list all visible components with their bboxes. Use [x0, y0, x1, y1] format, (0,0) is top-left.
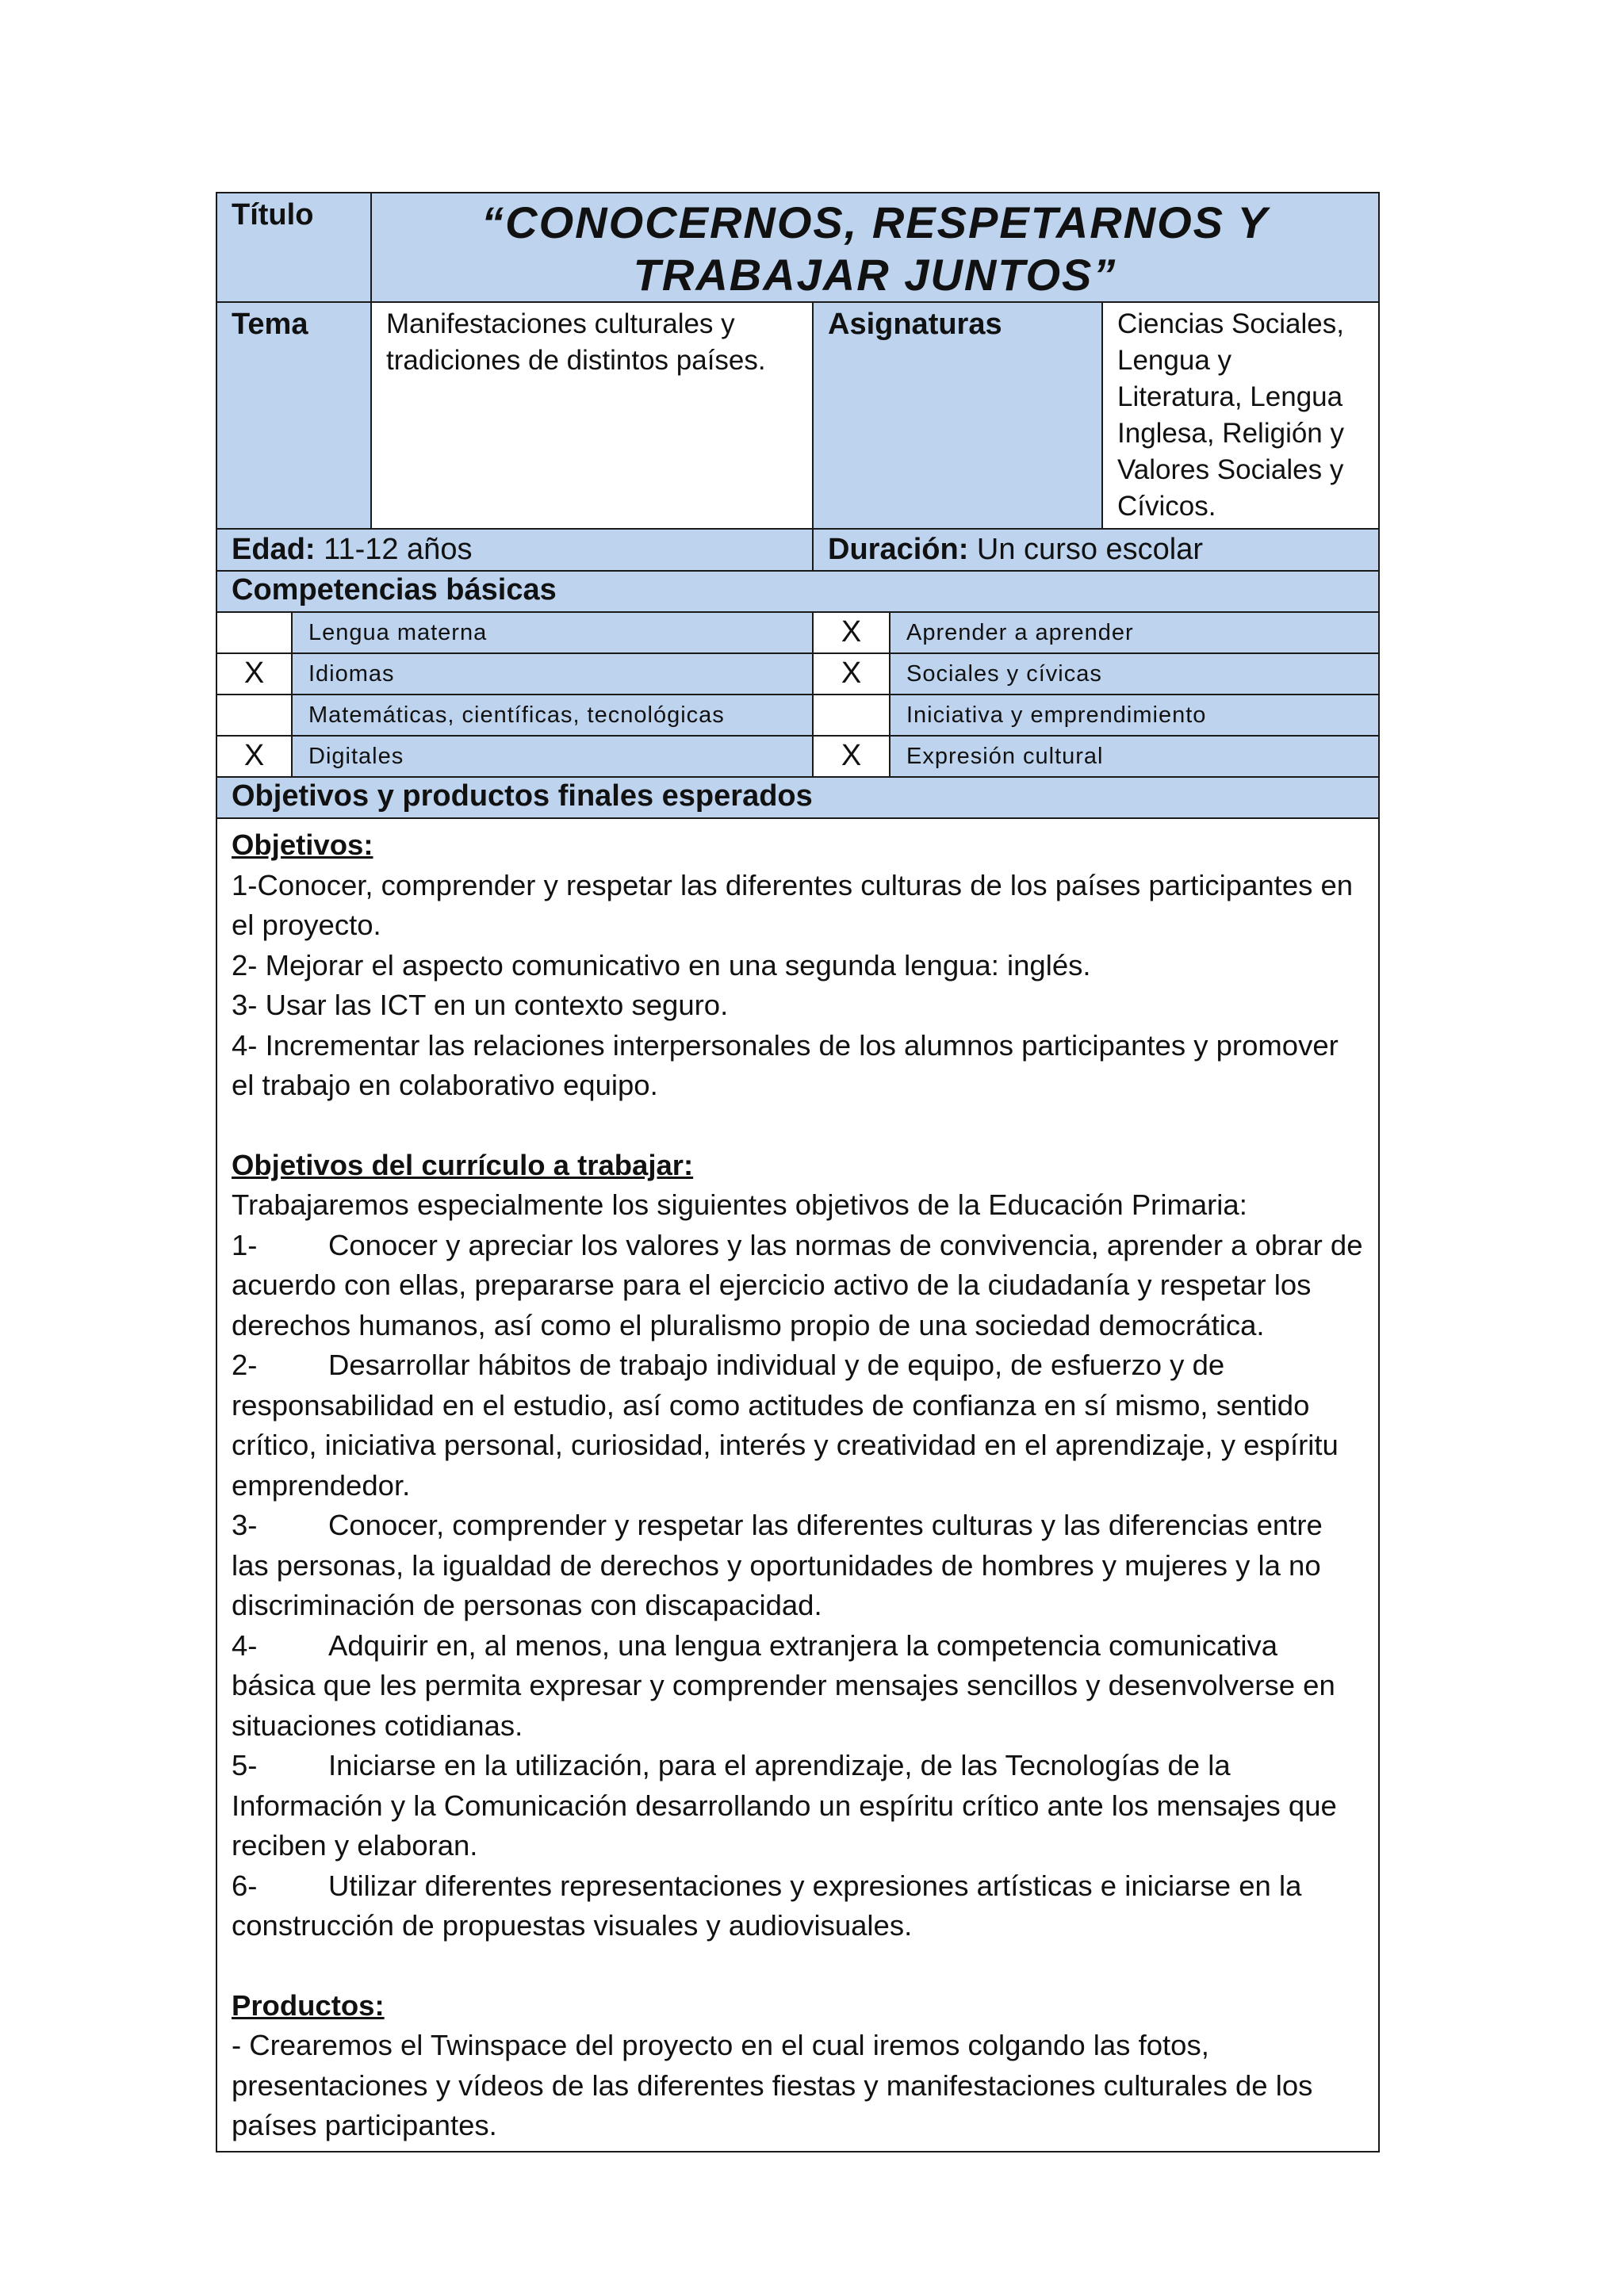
objetivo-item: 3- Usar las ICT en un contexto seguro. [232, 989, 729, 1021]
competencia-mark: X [813, 653, 890, 695]
curriculo-text: Adquirir en, al menos, una lengua extranjera la competencia comunicativa básica que les permita expresar y comprender mensajes sencillos y desenvolverse en situaciones cotidianas. [232, 1628, 1335, 1742]
curriculo-text: Desarrollar hábitos de trabajo individual y de equipo, de esfuerzo y de responsabilidad en el estudio, así como actitudes de confianza en sí mismo, sentido crítico, iniciativa personal, curiosidad, interés y creatividad en el aprendizaje, y espíritu emprendedor. [232, 1349, 1339, 1502]
tema-label: Tema [216, 302, 371, 529]
title-line-2: TRABAJAR JUNTOS” [633, 250, 1117, 300]
curriculo-text: Conocer, comprender y respetar las diferentes culturas y las diferencias entre las personas, la igualdad de derechos y oportunidades de hombres y mujeres y la no discriminación de personas con discapacidad. [232, 1509, 1323, 1621]
competencia-label: Digitales [292, 736, 813, 777]
project-table [216, 192, 1380, 2152]
objetivos-title: Objetivos: [232, 828, 373, 861]
duracion-value: Un curso escolar [976, 533, 1204, 566]
curriculo-text: Conocer y apreciar los valores y las normas de convivencia, aprender a obrar de acuerdo con ellas, prepararse para el ejercicio activo de la ciudadanía y respetar los derechos humanos, así como el pluralismo propio de una sociedad democrática. [232, 1228, 1363, 1341]
curriculo-number: 4- [232, 1628, 258, 1662]
duracion-cell [813, 529, 1379, 571]
curriculo-item [232, 1626, 1364, 1747]
curriculo-number: 2- [232, 1349, 258, 1381]
edad-label: Edad: [232, 533, 316, 566]
asignaturas-value: Ciencias Sociales, Lengua y Literatura, Lengua Inglesa, Religión y Valores Sociales y Cívicos. [1102, 302, 1379, 529]
productos-text: - Crearemos el Twinspace del proyecto en el cual iremos colgando las fotos, presentaciones y vídeos de las diferentes fiestas y manifestaciones culturales de los países participantes. [232, 2029, 1313, 2141]
curriculo-item [232, 1866, 1364, 1946]
objetivo-item: 1-Conocer, comprender y respetar las diferentes culturas de los países participantes en el proyecto. [232, 868, 1354, 941]
competencia-label: Matemáticas, científicas, tecnológicas [292, 695, 813, 736]
competencia-label: Sociales y cívicas [890, 653, 1379, 695]
objetivos-heading: Objetivos y productos finales esperados [216, 777, 1379, 818]
curriculo-text: Iniciarse en la utilización, para el aprendizaje, de las Tecnologías de la Información y la Comunicación desarrollando un espíritu crítico ante los mensajes que reciben y elaboran. [232, 1749, 1337, 1862]
curriculo-item [232, 1746, 1364, 1866]
competencia-mark: X [216, 653, 292, 695]
title-line-1: “CONOCERNOS, RESPETARNOS Y [481, 197, 1269, 247]
curriculo-number: 3- [232, 1509, 258, 1541]
competencia-row [216, 612, 1379, 653]
competencia-label: Expresión cultural [890, 736, 1379, 777]
curriculo-item [232, 1345, 1364, 1506]
competencia-row [216, 736, 1379, 777]
competencia-label: Aprender a aprender [890, 612, 1379, 653]
competencia-mark [216, 695, 292, 736]
objetivos-body [216, 818, 1379, 2152]
asignaturas-label: Asignaturas [813, 302, 1102, 529]
productos-title: Productos: [232, 1988, 385, 2022]
competencia-row [216, 653, 1379, 695]
competencia-label: Iniciativa y emprendimiento [890, 695, 1379, 736]
edad-cell [216, 529, 813, 571]
curriculo-text: Utilizar diferentes representaciones y expresiones artísticas e iniciarse en la construcción de propuestas visuales y audiovisuales. [232, 1869, 1302, 1942]
competencia-label: Lengua materna [292, 612, 813, 653]
curriculo-item [232, 1506, 1364, 1626]
competencia-row [216, 695, 1379, 736]
edad-value: 11-12 años [324, 533, 473, 566]
curriculo-number: 5- [232, 1749, 258, 1781]
competencia-mark [216, 612, 292, 653]
competencia-mark: X [813, 736, 890, 777]
objetivo-item: 2- Mejorar el aspecto comunicativo en una segunda lengua: inglés. [232, 948, 1091, 982]
duracion-label: Duración: [828, 533, 969, 566]
project-sheet [216, 192, 1378, 2152]
tema-value: Manifestaciones culturales y tradiciones de distintos países. [371, 302, 813, 529]
competencia-mark: X [216, 736, 292, 777]
curriculo-intro: Trabajaremos especialmente los siguientes objetivos de la Educación Primaria: [232, 1188, 1247, 1221]
titulo-label: Título [216, 193, 371, 302]
competencias-heading: Competencias básicas [216, 571, 1379, 612]
curriculo-title: Objetivos del currículo a trabajar: [232, 1148, 694, 1181]
curriculo-number: 1- [232, 1228, 258, 1261]
competencia-label: Idiomas [292, 653, 813, 695]
objetivo-item: 4- Incrementar las relaciones interpersonales de los alumnos participantes y promover el trabajo en colaborativo equipo. [232, 1028, 1339, 1101]
competencia-mark: X [813, 612, 890, 653]
curriculo-number: 6- [232, 1869, 258, 1902]
competencia-mark [813, 695, 890, 736]
page-title [371, 193, 1379, 302]
curriculo-item [232, 1226, 1364, 1346]
